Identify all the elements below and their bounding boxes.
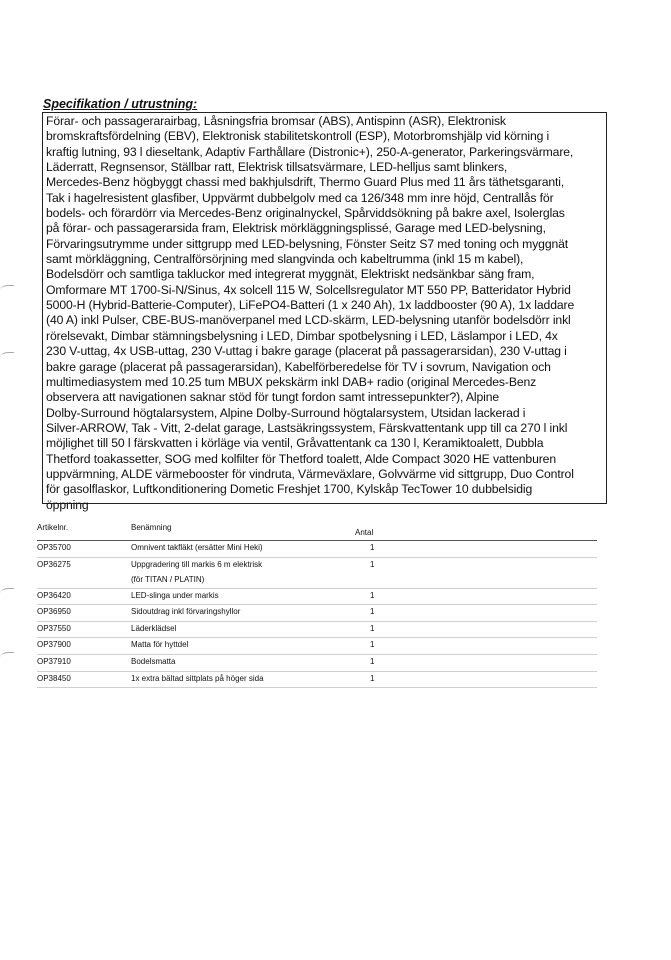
spec-line: Förvaringsutrymme under sittgrupp med LED-belysning, Fönster Seitz S7 med toning och myggnät	[46, 236, 569, 251]
spec-line: Förar- och passagerarairbag, Låsningsfria bromsar (ABS), Antispinn (ASR), Elektronisk	[46, 114, 506, 128]
spec-line: möjlighet till 50 l färskvatten i körläge via ventil, Gråvattentank ca 130 l, Keramiktoalett, Dubbla	[46, 436, 544, 451]
cell-name: Läderklädsel	[131, 623, 177, 633]
cell-article: OP36950	[37, 607, 71, 617]
table-row	[37, 638, 597, 655]
table-row	[37, 622, 597, 639]
cell-name: Bodelsmatta	[131, 656, 176, 666]
options-table	[37, 522, 597, 688]
cell-article: OP37550	[37, 623, 71, 633]
table-row	[37, 541, 597, 558]
cell-name: Sidoutdrag inkl förvaringshyllor	[131, 607, 241, 617]
cell-qty: 1	[370, 559, 375, 569]
spec-line: för gasolflaskor, Luftkonditionering Dometic Freshjet 1700, Kylskåp TecTower 10 dubbelsidig	[46, 482, 533, 497]
table-header	[37, 522, 597, 541]
cell-qty: 1	[370, 607, 375, 617]
table-row	[37, 589, 597, 606]
table-row	[37, 558, 597, 589]
table-row	[37, 672, 597, 689]
cell-article: OP37910	[37, 656, 71, 666]
spec-line: Omformare MT 1700-Si-N/Sinus, 4x solcell 115 W, Solcellsregulator MT 550 PP, Batteridator Hybrid	[46, 282, 571, 297]
spec-line: bromskraftsfördelning (EBV), Elektronisk stabilitetskontroll (ESP), Motorbromshjälp vid körning i	[46, 129, 550, 144]
spec-line: öppning	[46, 497, 89, 512]
spec-line: rörelsevakt, Dimbar stämningsbelysning i LED, Dimbar spotbelysning i LED, Läslampor i LED, 4x	[46, 328, 558, 343]
spec-line: Bodelsdörr och samtliga takluckor med integrerat myggnät, Elektriskt nedsänkbar säng fram,	[46, 267, 535, 282]
spec-line: på förar- och passagerarsida fram, Elektrisk mörkläggningsplissé, Garage med LED-belysning,	[46, 221, 546, 236]
table-row	[37, 605, 597, 622]
scan-margin-mark	[0, 588, 14, 597]
cell-article: OP36420	[37, 590, 71, 600]
spec-line: Tak i hagelresistent glasfiber, Uppvärmt dubbelgolv med ca 126/348 mm inre höjd, Centrallås för	[46, 190, 554, 205]
cell-qty: 1	[370, 590, 375, 600]
cell-qty: 1	[370, 543, 375, 552]
cell-name: Omnivent takfläkt (ersätter Mini Heki)	[131, 543, 263, 552]
header-article: Artikelnr.	[37, 523, 69, 532]
cell-qty: 1	[370, 640, 375, 650]
spec-line: Mercedes-Benz högbyggt chassi med bakhjulsdrift, Thermo Guard Plus med 11 års täthetsgaranti,	[46, 175, 565, 190]
cell-article: OP38450	[37, 673, 71, 683]
spec-line: Läderratt, Regnsensor, Ställbar ratt, Elektrisk tillsatsvärmare, LED-helljus samt blinkers,	[46, 160, 508, 175]
spec-line: uppvärmning, ALDE värmebooster för vindruta, Värmeväxlare, Golvvärme vid sittgrupp, Duo Control	[46, 466, 574, 481]
spec-line: Dolby-Surround högtalarsystem, Alpine Dolby-Surround högtalarsystem, Utsidan lackerad i	[46, 405, 526, 420]
spec-line: kraftig lutning, 93 l dieseltank, Adaptiv Farthållare (Distronic+), 250-A-generator, Parkeringsvärmare,	[46, 144, 574, 159]
cell-name: Uppgradering till markis 6 m elektrisk	[131, 559, 263, 569]
scan-margin-mark	[0, 352, 14, 361]
spec-line: multimediasystem med 10.25 tum MBUX pekskärm inkl DAB+ radio (original Mercedes-Benz	[46, 374, 537, 389]
cell-qty: 1	[370, 656, 375, 666]
spec-line: Thetford toakassetter, SOG med kolfilter för Thetford toalett, Alde Compact 3020 HE vattenburen	[46, 451, 557, 466]
cell-name: LED-slinga under markis	[131, 590, 219, 600]
cell-name: 1x extra bältad sittplats på höger sida	[131, 673, 264, 683]
table-row	[37, 655, 597, 672]
spec-line: observera att navigationen saknar stöd för tungt fordon samt intressepunkter?), Alpine	[46, 390, 500, 405]
spec-line: samt mörkläggning, Centralförsörjning med slangvinda och kabeltrumma (inkl 15 m kabel),	[46, 252, 524, 267]
cell-name-sub: (för TITAN / PLATIN)	[131, 574, 205, 584]
header-name: Benämning	[131, 523, 172, 532]
cell-article: OP37900	[37, 640, 71, 650]
spec-heading: Specifikation / utrustning:	[43, 97, 198, 111]
scan-margin-mark	[0, 285, 14, 294]
spec-line: (40 A) inkl Pulser, CBE-BUS-manöverpanel med LCD-skärm, LED-belysning utanför bodelsdörr inkl	[46, 313, 571, 328]
spec-line: 230 V-uttag, 4x USB-uttag, 230 V-uttag i bakre garage (placerat på passagerarsidan), 230 V-uttag i	[46, 344, 567, 359]
spec-line: bodels- och förardörr via Mercedes-Benz originalnyckel, Spårviddsökning på bakre axel, Isolerglas	[46, 206, 565, 221]
scan-margin-mark	[0, 652, 14, 661]
spec-line: bakre garage (placerat på passagerarsidan), Kabelförberedelse för TV i sovrum, Navigation och	[46, 359, 551, 374]
spec-text-box	[42, 112, 607, 512]
spec-line: Silver-ARROW, Tak - Vitt, 2-delat garage, Lastsäkringssystem, Färskvattentank upp till ca 270 l inkl	[46, 420, 568, 435]
header-qty: Antal	[355, 528, 374, 537]
cell-qty: 1	[370, 623, 375, 633]
cell-qty: 1	[370, 673, 375, 683]
cell-article: OP35700	[37, 543, 71, 552]
cell-name: Matta för hyttdel	[131, 640, 189, 650]
cell-article: OP36275	[37, 559, 71, 569]
spec-line: 5000-H (Hybrid-Batterie-Computer), LiFePO4-Batteri (1 x 240 Ah), 1x laddbooster (90 A), 1x laddare	[46, 298, 575, 313]
